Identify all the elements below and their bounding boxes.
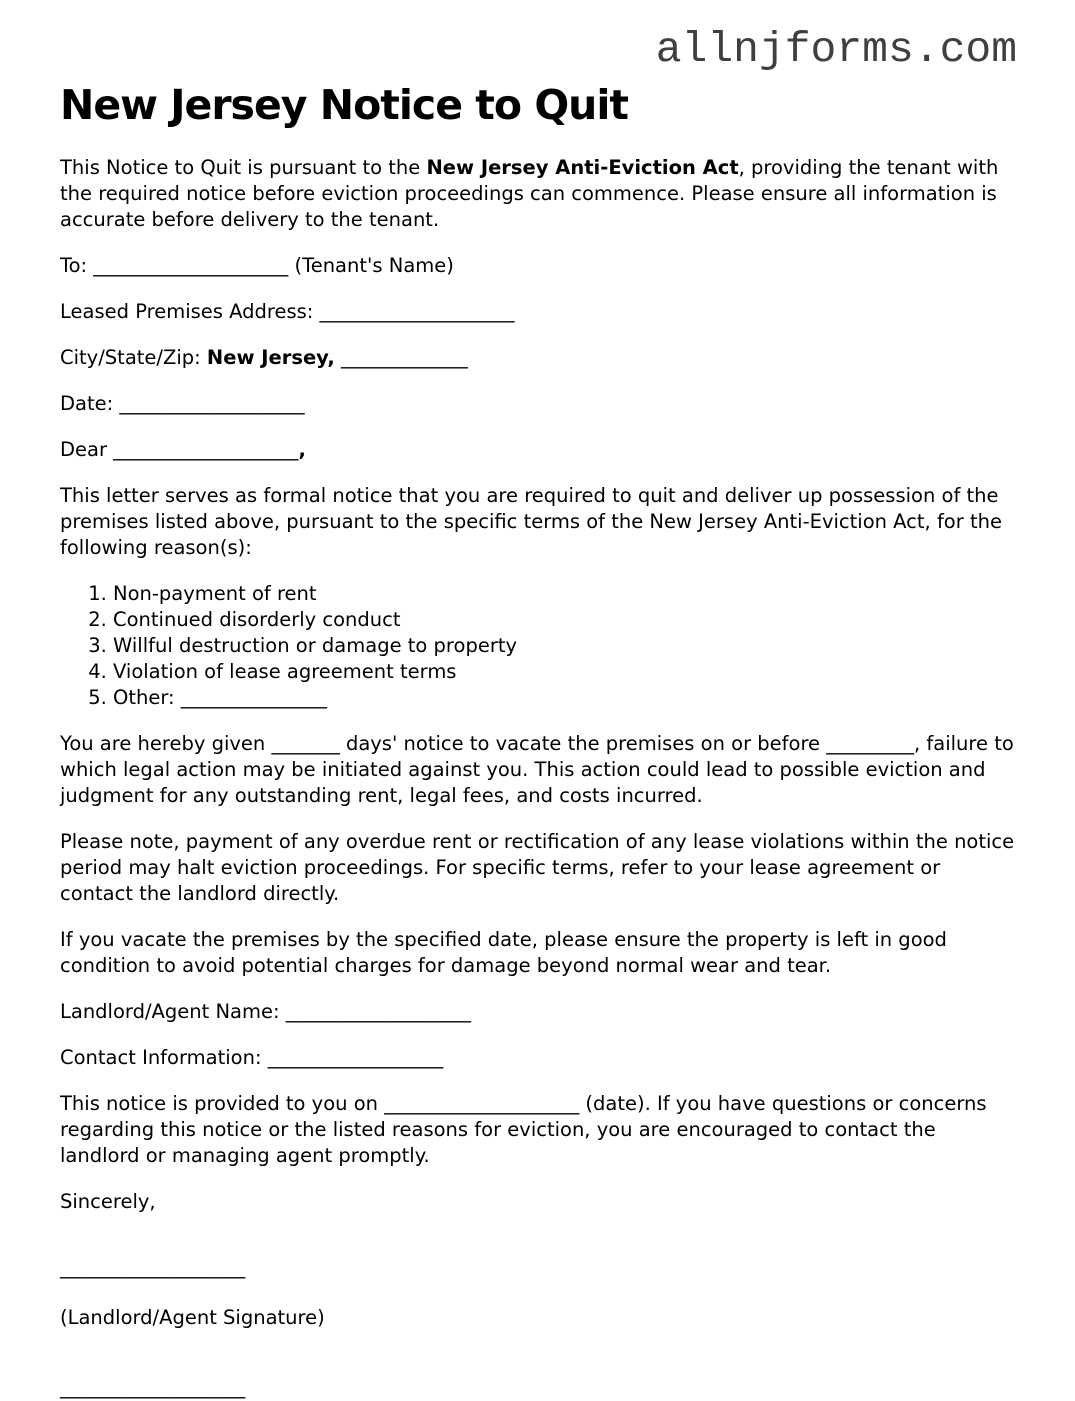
- intro-paragraph: This Notice to Quit is pursuant to the New Jersey Anti-Eviction Act, providing the tenant with the required notice before eviction proceedings can commence. Please ensure all information is accurate before delivery to the tenant.: [60, 156, 999, 232]
- signature-label: (Landlord/Agent Signature): [60, 1306, 325, 1330]
- field-city-state-zip: City/State/Zip: New Jersey, _____________: [60, 346, 468, 370]
- provided-note-paragraph: This notice is provided to you on ____________________ (date). If you have questions or concerns regarding this notice or the listed reasons for eviction, you are encouraged to contact the landlord or managing agent promptly.: [60, 1092, 987, 1168]
- watermark-site-name: allnjforms.com: [655, 25, 1017, 74]
- reason-item-nonpayment: 1. Non-payment of rent: [113, 581, 1017, 607]
- notice-period-paragraph: You are hereby given _______ days' notice to vacate the premises on or before _________, failure to which legal action may be initiated against you. This action could lead to possible eviction and judgment for any outstanding rent, legal fees, and costs incurred.: [60, 732, 1014, 808]
- field-premises-address: Leased Premises Address: ____________________: [60, 300, 515, 324]
- field-contact-information: Contact Information: __________________: [60, 1046, 444, 1070]
- halt-note-paragraph: Please note, payment of any overdue rent or rectification of any lease violations within the notice period may halt eviction proceedings. For specific terms, refer to your lease agreement or contact the landlord directly.: [60, 830, 1015, 906]
- reason-item-other: 5. Other: _______________: [113, 685, 1017, 711]
- page-title: New Jersey Notice to Quit: [60, 81, 629, 130]
- reason-item-lease-violation: 4. Violation of lease agreement terms: [113, 659, 1017, 685]
- field-landlord-agent-name: Landlord/Agent Name: ___________________: [60, 1000, 471, 1024]
- field-tenant-name: To: ____________________ (Tenant's Name): [60, 254, 454, 278]
- closing-sincerely: Sincerely,: [60, 1190, 156, 1214]
- field-date: Date: ___________________: [60, 392, 305, 416]
- reason-intro-paragraph: This letter serves as formal notice that you are required to quit and deliver up possession of the premises listed above, pursuant to the specific terms of the New Jersey Anti-Eviction Act, for the following reason(s):: [60, 484, 1002, 560]
- salutation-line: Dear ___________________,: [60, 438, 306, 462]
- date-signature-line: ___________________: [60, 1376, 246, 1400]
- reason-item-disorderly-conduct: 2. Continued disorderly conduct: [113, 607, 1017, 633]
- vacate-note-paragraph: If you vacate the premises by the specified date, please ensure the property is left in good condition to avoid potential charges for damage beyond normal wear and tear.: [60, 928, 947, 978]
- reasons-list: [60, 581, 1017, 711]
- signature-block: [60, 1189, 1017, 1401]
- signature-line: ___________________: [60, 1256, 246, 1280]
- reason-item-destruction: 3. Willful destruction or damage to property: [113, 633, 1017, 659]
